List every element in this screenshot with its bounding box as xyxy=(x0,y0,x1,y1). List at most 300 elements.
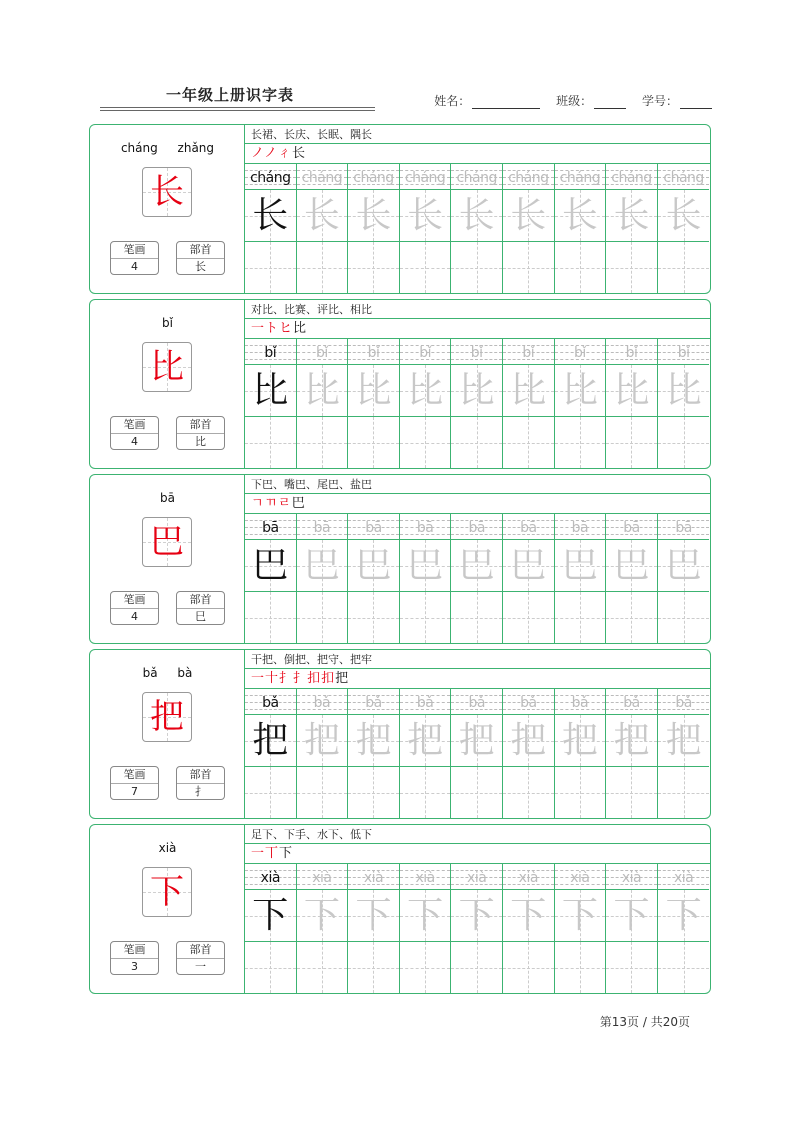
pinyin-trace: bā xyxy=(313,520,331,536)
pinyin-cell[interactable] xyxy=(245,339,296,365)
char-trace: 把 xyxy=(510,720,547,761)
radical-label: 部首 xyxy=(177,767,224,784)
tianzige-blank-cell[interactable] xyxy=(245,417,296,468)
pinyin-trace: bā xyxy=(675,520,692,536)
pinyin-trace: bǎ xyxy=(416,695,434,711)
practice-column xyxy=(555,339,607,468)
pinyin-trace: bǐ xyxy=(367,345,380,361)
tianzige-cell[interactable] xyxy=(400,190,451,242)
big-char-box xyxy=(142,342,192,392)
pinyin-cell[interactable] xyxy=(658,164,710,190)
pinyin-cell[interactable] xyxy=(658,514,710,540)
practice-column xyxy=(451,514,503,643)
pinyin-cell[interactable] xyxy=(606,164,657,190)
practice-column xyxy=(400,514,452,643)
radical-label: 部首 xyxy=(177,417,224,434)
big-char-box xyxy=(142,867,192,917)
tianzige-cell[interactable] xyxy=(348,890,399,942)
stroke-step: 巴 xyxy=(291,496,306,511)
tianzige-cell[interactable] xyxy=(555,365,606,417)
tianzige-cell[interactable] xyxy=(245,715,296,767)
stroke-step: 比 xyxy=(293,321,308,336)
tianzige-blank-cell[interactable] xyxy=(503,942,554,993)
character-card xyxy=(89,474,711,644)
pinyin-sample: bǐ xyxy=(264,345,277,361)
stroke-count-label: 笔画 xyxy=(111,592,158,609)
tianzige-blank-cell[interactable] xyxy=(606,242,657,293)
pinyin-trace: bā xyxy=(365,520,382,536)
tianzige-blank-cell[interactable] xyxy=(451,242,502,293)
tianzige-cell[interactable] xyxy=(348,540,399,592)
worksheet-title: 一年级上册识字表 xyxy=(166,86,295,104)
char-pinyin: bǐ xyxy=(162,316,173,330)
stroke-order xyxy=(245,319,710,339)
char-pinyin: bā xyxy=(160,491,175,505)
pinyin-trace: bǎ xyxy=(313,695,331,711)
id-blank[interactable] xyxy=(680,108,712,109)
tianzige-cell[interactable] xyxy=(658,890,710,942)
radical-label: 部首 xyxy=(177,942,224,959)
character-card xyxy=(89,124,711,294)
tianzige-cell[interactable] xyxy=(245,890,296,942)
practice-column xyxy=(555,864,607,993)
pinyin-cell[interactable] xyxy=(297,514,348,540)
tianzige-blank-cell[interactable] xyxy=(451,767,502,818)
stroke-count-box xyxy=(110,941,159,975)
tianzige-blank-cell[interactable] xyxy=(400,242,451,293)
stroke-step: ノ xyxy=(263,146,278,161)
pinyin-trace: bā xyxy=(571,520,589,536)
stroke-order xyxy=(245,494,710,514)
practice-column xyxy=(451,339,503,468)
practice-column xyxy=(348,864,400,993)
practice-area xyxy=(245,650,710,818)
pinyin-cell[interactable] xyxy=(245,689,296,715)
practice-area xyxy=(245,825,710,993)
tianzige-cell[interactable] xyxy=(606,715,657,767)
practice-column xyxy=(348,514,400,643)
tianzige-cell[interactable] xyxy=(451,540,502,592)
tianzige-cell[interactable] xyxy=(555,715,606,767)
tianzige-cell[interactable] xyxy=(451,715,502,767)
tianzige-blank-cell[interactable] xyxy=(658,592,710,643)
char-trace: 长 xyxy=(355,195,392,236)
tianzige-cell[interactable] xyxy=(348,190,399,242)
practice-column xyxy=(503,689,555,818)
tianzige-cell[interactable] xyxy=(451,890,502,942)
stroke-step: 一 xyxy=(251,321,266,336)
worksheet-header xyxy=(100,84,712,114)
tianzige-blank-cell[interactable] xyxy=(245,942,296,993)
char-trace: 长 xyxy=(510,195,547,236)
pinyin-trace: cháng xyxy=(508,170,549,186)
practice-column xyxy=(555,689,607,818)
pinyin-cell[interactable] xyxy=(606,864,657,890)
char-trace: 把 xyxy=(613,720,650,761)
tianzige-cell[interactable] xyxy=(503,715,554,767)
tianzige-blank-cell[interactable] xyxy=(297,242,348,293)
tianzige-blank-cell[interactable] xyxy=(555,767,606,818)
char-trace: 长 xyxy=(561,195,598,236)
stroke-step: 扌 xyxy=(293,671,308,686)
tianzige-blank-cell[interactable] xyxy=(348,767,399,818)
tianzige-cell[interactable] xyxy=(297,540,348,592)
pinyin-cell[interactable] xyxy=(297,689,348,715)
tianzige-cell[interactable] xyxy=(503,365,554,417)
tianzige-blank-cell[interactable] xyxy=(606,767,657,818)
pinyin-cell[interactable] xyxy=(400,689,451,715)
tianzige-blank-cell[interactable] xyxy=(658,942,710,993)
char-trace: 巴 xyxy=(303,545,340,586)
char-sample: 下 xyxy=(252,895,289,936)
tianzige-cell[interactable] xyxy=(658,190,710,242)
pinyin-cell[interactable] xyxy=(451,164,502,190)
char-trace: 下 xyxy=(407,895,444,936)
radical-box xyxy=(176,416,225,450)
stroke-step: 下 xyxy=(279,846,294,861)
tianzige-cell[interactable] xyxy=(555,540,606,592)
pinyin-cell[interactable] xyxy=(503,514,554,540)
tianzige-blank-cell[interactable] xyxy=(555,242,606,293)
char-trace: 把 xyxy=(665,720,702,761)
tianzige-cell[interactable] xyxy=(245,540,296,592)
tianzige-cell[interactable] xyxy=(658,715,710,767)
practice-column xyxy=(400,164,452,293)
class-blank[interactable] xyxy=(594,108,626,109)
pinyin-trace: bǐ xyxy=(625,345,638,361)
radical: 巳 xyxy=(195,610,206,623)
pinyin-cell[interactable] xyxy=(348,689,399,715)
char-trace: 比 xyxy=(303,370,340,411)
pinyin-cell[interactable] xyxy=(245,164,296,190)
stroke-count-box xyxy=(110,416,159,450)
char-trace: 巴 xyxy=(613,545,650,586)
tianzige-cell[interactable] xyxy=(348,715,399,767)
char-pinyin: xià xyxy=(158,841,177,855)
tianzige-cell[interactable] xyxy=(555,890,606,942)
char-trace: 巴 xyxy=(510,545,547,586)
stroke-step: ノ xyxy=(251,146,264,161)
tianzige-cell[interactable] xyxy=(297,890,348,942)
practice-column xyxy=(606,864,658,993)
radical-label: 部首 xyxy=(177,592,224,609)
stroke-count: 4 xyxy=(131,435,138,448)
tianzige-cell[interactable] xyxy=(658,365,710,417)
tianzige-blank-cell[interactable] xyxy=(658,242,710,293)
char-trace: 比 xyxy=(510,370,547,411)
char-trace: 长 xyxy=(665,195,702,236)
tianzige-blank-cell[interactable] xyxy=(400,767,451,818)
pinyin-cell[interactable] xyxy=(555,339,606,365)
tianzige-blank-cell[interactable] xyxy=(606,942,657,993)
practice-column xyxy=(658,689,710,818)
pinyin-cell[interactable] xyxy=(503,864,554,890)
practice-column xyxy=(503,164,555,293)
pinyin-cell[interactable] xyxy=(451,864,502,890)
pinyin-trace: bǎ xyxy=(623,695,640,711)
radical-label: 部首 xyxy=(177,242,224,259)
pinyin-trace: bǐ xyxy=(316,345,328,361)
tianzige-blank-cell[interactable] xyxy=(348,592,399,643)
tianzige-cell[interactable] xyxy=(245,365,296,417)
pinyin-trace: cháng xyxy=(663,170,704,186)
practice-column xyxy=(348,339,400,468)
pinyin-cell[interactable] xyxy=(348,864,399,890)
tianzige-blank-cell[interactable] xyxy=(297,417,348,468)
char-trace: 比 xyxy=(561,370,598,411)
pinyin-sample: bā xyxy=(262,520,279,536)
tianzige-cell[interactable] xyxy=(555,190,606,242)
tianzige-cell[interactable] xyxy=(297,365,348,417)
tianzige-cell[interactable] xyxy=(297,715,348,767)
stroke-count-label: 笔画 xyxy=(111,767,158,784)
practice-column xyxy=(606,164,658,293)
practice-column xyxy=(297,864,349,993)
pinyin-trace: cháng xyxy=(404,170,446,186)
practice-column xyxy=(245,514,297,643)
practice-column xyxy=(297,339,349,468)
pinyin-cell[interactable] xyxy=(606,514,657,540)
practice-column xyxy=(606,339,658,468)
word-examples: 下巴、嘴巴、尾巴、盐巴 xyxy=(245,475,710,494)
radical-box xyxy=(176,591,225,625)
char-trace: 比 xyxy=(613,370,650,411)
pinyin-cell[interactable] xyxy=(297,864,348,890)
pinyin-trace: xià xyxy=(312,870,332,886)
practice-column xyxy=(451,164,503,293)
pinyin-cell[interactable] xyxy=(503,689,554,715)
practice-grid xyxy=(245,864,710,993)
practice-column xyxy=(503,339,555,468)
practice-area xyxy=(245,300,710,468)
stroke-order xyxy=(245,844,710,864)
class-label: 班级： xyxy=(556,94,593,108)
pinyin-trace: bā xyxy=(468,520,485,536)
word-examples: 足下、下手、水下、低下 xyxy=(245,825,710,844)
char-trace: 比 xyxy=(407,370,444,411)
pinyin-cell[interactable] xyxy=(297,164,348,190)
stroke-step: ㄱ xyxy=(251,496,265,511)
tianzige-blank-cell[interactable] xyxy=(348,942,399,993)
tianzige-blank-cell[interactable] xyxy=(503,417,554,468)
big-char: 下 xyxy=(150,872,184,912)
char-trace: 比 xyxy=(458,370,495,411)
pinyin-cell[interactable] xyxy=(606,689,657,715)
stroke-step: 扣 xyxy=(307,671,322,686)
pinyin-trace: bǎ xyxy=(520,695,537,711)
tianzige-cell[interactable] xyxy=(606,190,657,242)
tianzige-blank-cell[interactable] xyxy=(297,767,348,818)
radical-box xyxy=(176,941,225,975)
word-examples: 干把、倒把、把守、把牢 xyxy=(245,650,710,669)
tianzige-cell[interactable] xyxy=(658,540,710,592)
practice-column xyxy=(658,164,710,293)
tianzige-blank-cell[interactable] xyxy=(400,942,451,993)
character-card xyxy=(89,649,711,819)
radical: 比 xyxy=(195,435,206,448)
pinyin-cell[interactable] xyxy=(400,864,451,890)
stroke-count-label: 笔画 xyxy=(111,242,158,259)
pinyin-cell[interactable] xyxy=(606,339,657,365)
character-card xyxy=(89,299,711,469)
id-label: 学号： xyxy=(641,94,678,108)
pinyin-cell[interactable] xyxy=(245,514,296,540)
pinyin-cell[interactable] xyxy=(658,339,710,365)
stroke-count-box xyxy=(110,241,159,275)
char-trace: 下 xyxy=(458,895,495,936)
pinyin-trace: cháng xyxy=(353,170,394,186)
tianzige-blank-cell[interactable] xyxy=(606,592,657,643)
tianzige-cell[interactable] xyxy=(503,540,554,592)
card-info-panel xyxy=(90,300,245,468)
pinyin-cell[interactable] xyxy=(245,864,296,890)
tianzige-blank-cell[interactable] xyxy=(348,417,399,468)
char-trace: 比 xyxy=(355,370,392,411)
tianzige-blank-cell[interactable] xyxy=(245,767,296,818)
char-trace: 比 xyxy=(665,370,702,411)
pinyin-sample: cháng xyxy=(250,170,291,186)
pinyin-cell[interactable] xyxy=(555,514,606,540)
practice-column xyxy=(400,339,452,468)
stroke-count: 3 xyxy=(131,960,138,973)
char-trace: 下 xyxy=(355,895,392,936)
tianzige-cell[interactable] xyxy=(400,715,451,767)
pinyin-trace: xià xyxy=(673,870,694,886)
pinyin-sample: xià xyxy=(260,870,280,886)
tianzige-blank-cell[interactable] xyxy=(503,592,554,643)
tianzige-cell[interactable] xyxy=(606,365,657,417)
tianzige-cell[interactable] xyxy=(451,190,502,242)
tianzige-blank-cell[interactable] xyxy=(400,417,451,468)
pinyin-trace: bǐ xyxy=(419,345,431,361)
practice-column xyxy=(400,689,452,818)
practice-grid xyxy=(245,689,710,818)
pinyin-cell[interactable] xyxy=(297,339,348,365)
tianzige-blank-cell[interactable] xyxy=(555,417,606,468)
character-cards xyxy=(89,124,711,999)
tianzige-blank-cell[interactable] xyxy=(245,242,296,293)
char-trace: 下 xyxy=(561,895,598,936)
stroke-step: ㄲ xyxy=(264,496,279,511)
tianzige-cell[interactable] xyxy=(606,890,657,942)
char-sample: 长 xyxy=(252,195,289,236)
tianzige-blank-cell[interactable] xyxy=(297,592,348,643)
pinyin-cell[interactable] xyxy=(451,689,502,715)
pinyin-cell[interactable] xyxy=(348,514,399,540)
tianzige-blank-cell[interactable] xyxy=(503,767,554,818)
tianzige-blank-cell[interactable] xyxy=(555,592,606,643)
char-trace: 把 xyxy=(355,720,392,761)
pinyin-trace: cháng xyxy=(456,170,497,186)
tianzige-blank-cell[interactable] xyxy=(400,592,451,643)
practice-column xyxy=(297,514,349,643)
big-char: 长 xyxy=(150,172,184,212)
stroke-count: 4 xyxy=(131,260,138,273)
tianzige-cell[interactable] xyxy=(400,365,451,417)
practice-column xyxy=(297,689,349,818)
char-trace: 长 xyxy=(458,195,495,236)
practice-column xyxy=(245,339,297,468)
stroke-step: 扌 xyxy=(279,671,294,686)
tianzige-cell[interactable] xyxy=(400,540,451,592)
tianzige-blank-cell[interactable] xyxy=(555,942,606,993)
pinyin-trace: xià xyxy=(621,870,642,886)
card-info-panel xyxy=(90,475,245,643)
tianzige-blank-cell[interactable] xyxy=(503,242,554,293)
char-trace: 巴 xyxy=(355,545,392,586)
pinyin-cell[interactable] xyxy=(400,339,451,365)
pinyin-cell[interactable] xyxy=(348,339,399,365)
pinyin-trace: bǎ xyxy=(468,695,485,711)
stroke-step: ㄔ xyxy=(277,146,292,161)
big-char: 巴 xyxy=(150,522,184,562)
tianzige-cell[interactable] xyxy=(297,190,348,242)
big-char-box xyxy=(142,167,192,217)
pinyin-trace: bǐ xyxy=(522,345,535,361)
practice-column xyxy=(503,514,555,643)
char-trace: 把 xyxy=(303,720,340,761)
char-pinyin: bǎ bà xyxy=(142,666,193,680)
name-blank[interactable] xyxy=(472,108,540,109)
tianzige-cell[interactable] xyxy=(348,365,399,417)
tianzige-blank-cell[interactable] xyxy=(451,417,502,468)
tianzige-cell[interactable] xyxy=(503,890,554,942)
big-char: 把 xyxy=(150,697,184,737)
pinyin-trace: bǎ xyxy=(675,695,692,711)
tianzige-blank-cell[interactable] xyxy=(606,417,657,468)
pinyin-cell[interactable] xyxy=(451,514,502,540)
pinyin-cell[interactable] xyxy=(348,164,399,190)
practice-column xyxy=(297,164,349,293)
pinyin-cell[interactable] xyxy=(400,164,451,190)
pinyin-cell[interactable] xyxy=(555,689,606,715)
tianzige-blank-cell[interactable] xyxy=(245,592,296,643)
tianzige-blank-cell[interactable] xyxy=(451,942,502,993)
practice-column xyxy=(555,514,607,643)
char-trace: 下 xyxy=(665,895,702,936)
stroke-count: 7 xyxy=(131,785,138,798)
tianzige-blank-cell[interactable] xyxy=(348,242,399,293)
radical-box xyxy=(176,241,225,275)
pinyin-cell[interactable] xyxy=(503,339,554,365)
practice-grid xyxy=(245,514,710,643)
pinyin-cell[interactable] xyxy=(503,164,554,190)
pinyin-cell[interactable] xyxy=(400,514,451,540)
pinyin-trace: xià xyxy=(415,870,435,886)
pinyin-cell[interactable] xyxy=(555,164,606,190)
tianzige-blank-cell[interactable] xyxy=(451,592,502,643)
tianzige-cell[interactable] xyxy=(451,365,502,417)
big-char-box xyxy=(142,692,192,742)
tianzige-cell[interactable] xyxy=(400,890,451,942)
tianzige-cell[interactable] xyxy=(503,190,554,242)
pinyin-cell[interactable] xyxy=(658,864,710,890)
pinyin-cell[interactable] xyxy=(555,864,606,890)
practice-column xyxy=(606,689,658,818)
tianzige-cell[interactable] xyxy=(245,190,296,242)
pinyin-cell[interactable] xyxy=(658,689,710,715)
pinyin-cell[interactable] xyxy=(451,339,502,365)
tianzige-blank-cell[interactable] xyxy=(658,417,710,468)
char-trace: 把 xyxy=(407,720,444,761)
tianzige-cell[interactable] xyxy=(606,540,657,592)
tianzige-blank-cell[interactable] xyxy=(297,942,348,993)
char-pinyin: cháng zhǎng xyxy=(120,141,215,155)
pinyin-trace: bā xyxy=(623,520,640,536)
char-trace: 长 xyxy=(613,195,650,236)
tianzige-blank-cell[interactable] xyxy=(658,767,710,818)
stroke-step: 丅 xyxy=(265,846,280,861)
